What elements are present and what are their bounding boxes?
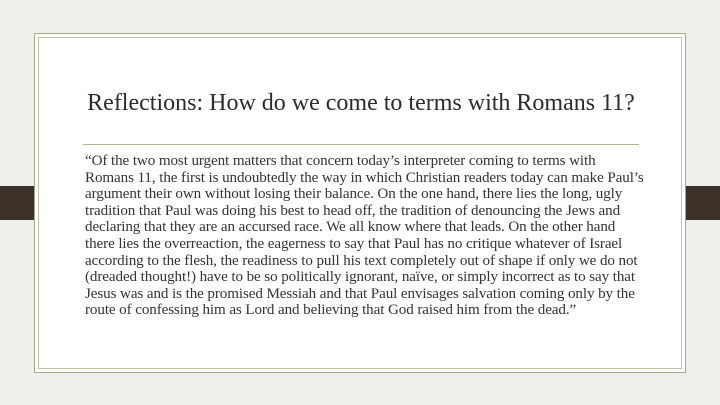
title-divider	[83, 144, 639, 145]
quote-body: “Of the two most urgent matters that concern today’s interpreter coming to terms with Romans 11, the first is undoubtedly the way in which Christian readers today can make Paul’s argument their own without losing their balance. On the one hand, there lies the long, ugly tradition that Paul was doing his best to head off, the tradition of denouncing the Jews and declaring that they are an accursed race. We all know where that leads. On the other hand there lies the overreaction, the eagerness to say that Paul has no critique whatever of Israel according to the flesh, the readiness to pull his text completely out of shape if only we do not (dreaded thought!) have to be so politically ignorant, naïve, or simply incorrect as to say that Jesus was and is the promised Messiah and that Paul envisages salvation coming only by the route of confessing him as Lord and believing that God raised him from the dead.”	[85, 153, 644, 319]
right-side-tab	[684, 186, 720, 220]
left-side-tab	[0, 186, 36, 220]
slide-card	[34, 33, 686, 373]
slide-title: Reflections: How do we come to terms with Romans 11?	[87, 90, 635, 116]
